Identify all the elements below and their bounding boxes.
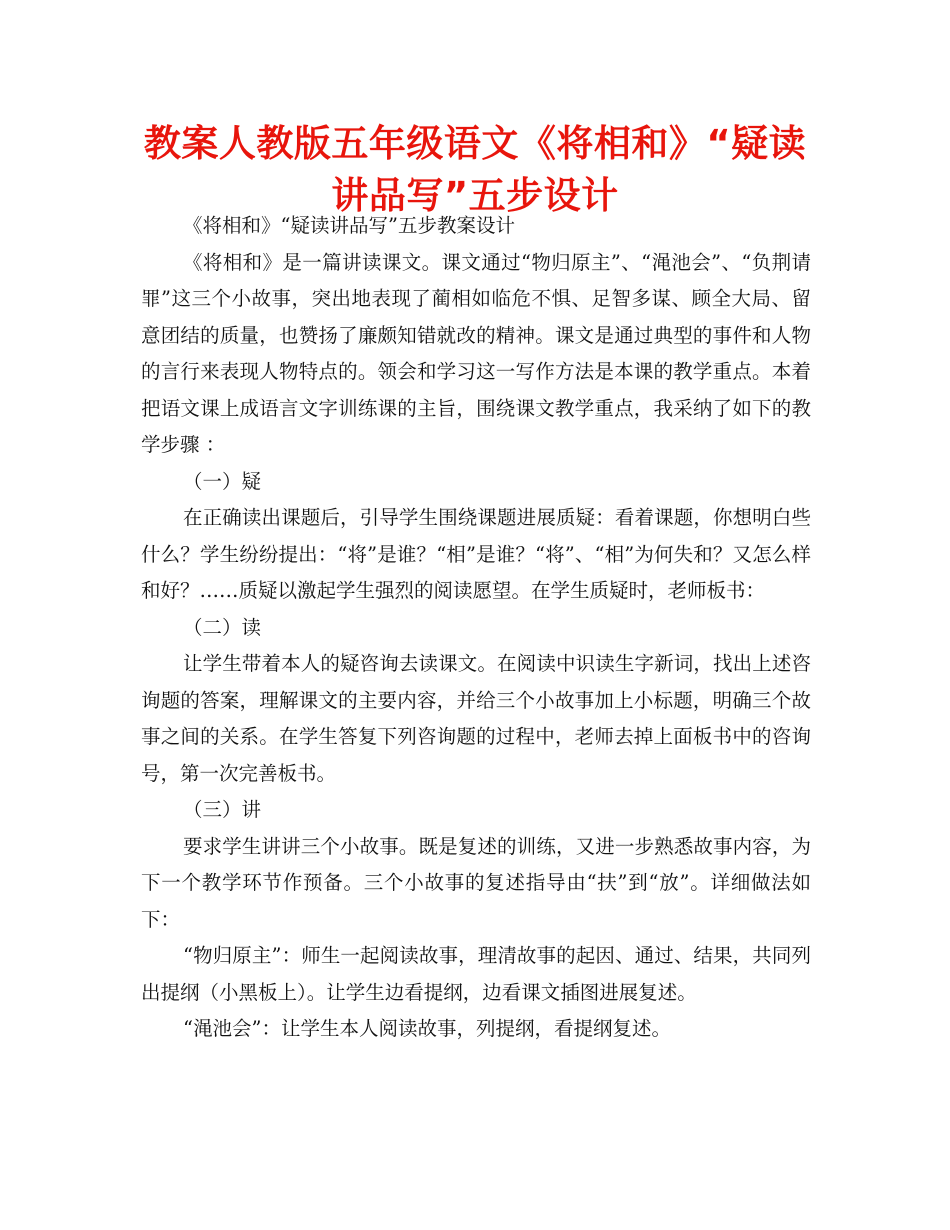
question-paragraph: 在正确读出课题后，引导学生围绕课题进展质疑：看着课题，你想明白些什么？学生纷纷提出：“将”是谁？“相”是谁？“将”、“相”为何失和？又怎么样和好？……质疑以激起学生强烈的阅读愿望。在学生质疑时，老师板书：: [141, 506, 811, 602]
intro-paragraph: 《将相和》是一篇讲读课文。课文通过“物归原主”、“渑池会”、“负荆请罪”这三个小故事，突出地表现了蔺相如临危不惧、足智多谋、顾全大局、留意团结的质量，也赞扬了廉颇知错就改的精神。课文是通过典型的事件和人物的言行来表现人物特点的。领会和学习这一写作方法是本课的教学重点。本着把语文课上成语言文字训练课的主旨，围绕课文教学重点，我采纳了如下的教学步骤 ：: [141, 250, 811, 456]
document-title: 教案人教版五年级语文《将相和》“疑读讲品写”五步设计: [143, 122, 807, 217]
story-two-paragraph: “渑池会”：让学生本人阅读故事，列提纲，看提纲复述。: [183, 1017, 671, 1040]
document-body: [141, 208, 811, 1048]
section-heading-read: （二）读: [183, 615, 262, 639]
section-heading-tell: （三）讲: [183, 798, 262, 821]
tell-paragraph: 要求学生讲讲三个小故事。既是复述的训练，又进一步熟悉故事内容，为下一个教学环节作预备。三个小故事的复述指导由“扶”到“放”。详细做法如下：: [141, 834, 811, 931]
read-paragraph: 让学生带着本人的疑咨询去读课文。在阅读中识读生字新词，找出上述咨询题的答案，理解课文的主要内容，并给三个小故事加上小标题，明确三个故事之间的关系。在学生答复下列咨询题的过程中，老师去掉上面板书中的咨询号，第一次完善板书。: [141, 652, 811, 785]
section-heading-question: （一）疑: [183, 469, 262, 493]
subtitle-paragraph: 《将相和》“疑读讲品写”五步教案设计: [183, 214, 515, 237]
story-one-paragraph: “物归原主”：师生一起阅读故事，理清故事的起因、通过、结果，共同列出提纲（小黑板上）。让学生边看提纲，边看课文插图进展复述。: [141, 944, 811, 1004]
